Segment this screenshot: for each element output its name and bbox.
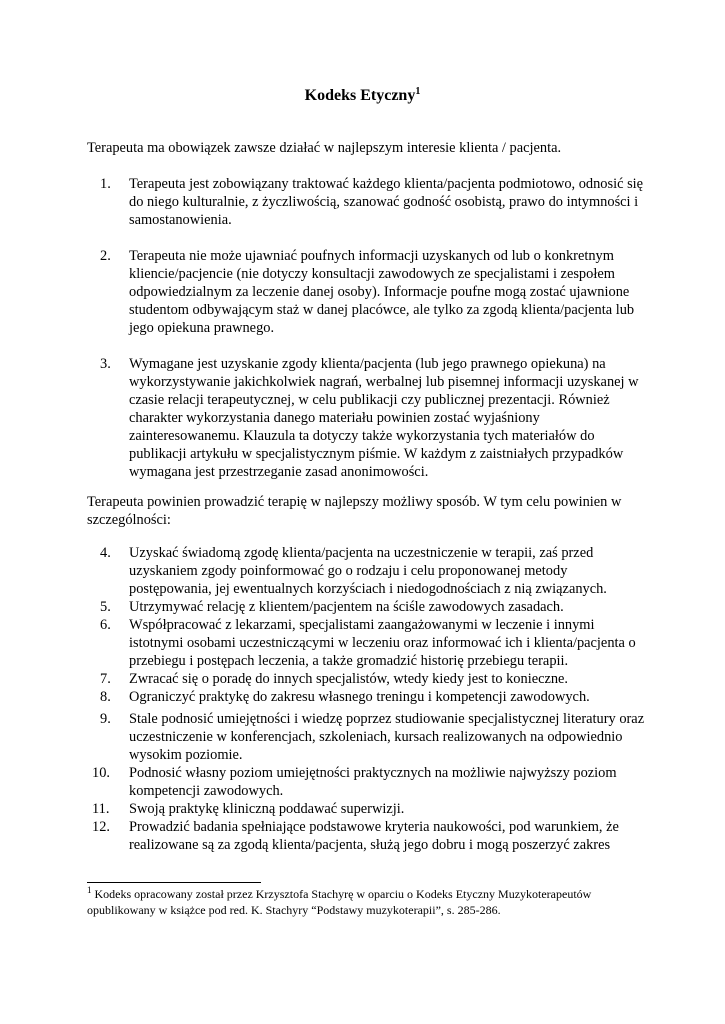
list-item-number: 8. <box>100 689 111 705</box>
list-item-text: Utrzymywać relację z klientem/pacjentem na ściśle zawodowych zasadach. <box>129 599 564 615</box>
title-footnote-mark: 1 <box>415 86 421 97</box>
footnote-divider <box>87 882 261 883</box>
list-item-number: 1. <box>100 176 111 192</box>
list-item-text: Zwracać się o poradę do innych specjalistów, wtedy kiedy jest to konieczne. <box>129 671 569 687</box>
list-item <box>87 764 647 800</box>
list-item-number: 11. <box>92 801 110 817</box>
list-item-number: 10. <box>92 765 110 781</box>
list-item <box>87 175 647 229</box>
ethics-list-2 <box>87 544 647 706</box>
list-item-text: Uzyskać świadomą zgodę klienta/pacjenta na uczestniczenie w terapii, zaś przed uzyskaniem zgody poinformować go o rodzaju i celu proponowanej metody postępowania, jej ewentualnych korzyściach i niedogodnościach z nią związanych. <box>129 545 607 597</box>
list-item-text: Swoją praktykę kliniczną poddawać superwizji. <box>129 801 405 817</box>
list-item-number: 6. <box>100 617 111 633</box>
list-item <box>87 247 647 337</box>
list-item-number: 4. <box>100 545 111 561</box>
list-item <box>87 355 647 481</box>
list-item-text: Ograniczyć praktykę do zakresu własnego treningu i kompetencji zawodowych. <box>129 689 590 705</box>
list-item-number: 3. <box>100 356 111 372</box>
list-item-text: Wymagane jest uzyskanie zgody klienta/pacjenta (lub jego prawnego opiekuna) na wykorzystywanie jakichkolwiek nagrań, werbalnej lub pisemnej informacji uzyskanej w czasie relacji terapeutycznej, w celu publikacji czy publicznej prezentacji. Również charakter wykorzystania danego materiału powinien zostać wyjaśniony zainteresowanemu. Klauzula ta dotyczy także wykorzystania tych materiałów do publikacji artykułu w specjalistycznym piśmie. W każdym z zaistniałych przypadków wymagana jest przestrzeganie zasad anonimowości. <box>129 356 639 480</box>
list-item-text: Współpracować z lekarzami, specjalistami zaangażowanymi w leczenie i innymi istotnymi osobami uczestniczącymi w leczeniu oraz informować ich i klienta/pacjenta o przebiegu i postępach leczenia, a także gromadzić historię przebiegu terapii. <box>129 617 636 669</box>
list-item <box>87 688 647 706</box>
ethics-list-1 <box>87 175 647 481</box>
list-item-text: Podnosić własny poziom umiejętności praktycznych na możliwie najwyższy poziom kompetencji zawodowych. <box>129 765 617 799</box>
list-item-number: 9. <box>100 711 111 727</box>
list-item <box>87 670 647 688</box>
list-item-number: 7. <box>100 671 111 687</box>
title-text: Kodeks Etyczny <box>304 87 416 104</box>
list-item-text: Prowadzić badania spełniające podstawowe kryteria naukowości, pod warunkiem, że realizowane są za zgodą klienta/pacjenta, służą jego dobru i mogą poszerzyć zakres <box>129 819 619 853</box>
footnote-text: Kodeks opracowany został przez Krzysztofa Stachyrę w oparciu o Kodeks Etyczny Muzykoterapeutów opublikowany w książce pod red. K. Stachyry “Podstawy muzykoterapii”, s. 285-286. <box>87 887 592 917</box>
list-item <box>87 544 647 598</box>
ethics-list-3 <box>87 710 647 854</box>
list-item-number: 2. <box>100 248 111 264</box>
intro-paragraph-1: Terapeuta ma obowiązek zawsze działać w najlepszym interesie klienta / pacjenta. <box>87 140 562 156</box>
document-title <box>0 86 725 106</box>
list-item <box>87 598 647 616</box>
footnote <box>87 886 647 918</box>
intro-paragraph-2: Terapeuta powinien prowadzić terapię w najlepszy możliwy sposób. W tym celu powinien w szczególności: <box>87 494 622 528</box>
list-item-number: 5. <box>100 599 111 615</box>
list-item <box>87 800 647 818</box>
list-item-number: 12. <box>92 819 110 835</box>
list-item-text: Stale podnosić umiejętności i wiedzę poprzez studiowanie specjalistycznej literatury oraz uczestniczenie w konferencjach, szkoleniach, kursach realizowanych na odpowiednio wysokim poziomie. <box>129 711 645 763</box>
list-item <box>87 616 647 670</box>
list-item-text: Terapeuta jest zobowiązany traktować każdego klienta/pacjenta podmiotowo, odnosić się do niego kulturalnie, z życzliwością, szanować godność osobistą, prawo do intymności i samostanowienia. <box>129 176 644 228</box>
list-item-text: Terapeuta nie może ujawniać poufnych informacji uzyskanych od lub o konkretnym kliencie/pacjencie (nie dotyczy konsultacji zawodowych ze specjalistami i zespołem odpowiedzialnym za leczenie danej osoby). Informacje poufne mogą zostać ujawnione studentom odbywającym staż w danej placówce, ale tylko za zgodą klienta/pacjenta lub jego opiekuna prawnego. <box>129 248 635 336</box>
footnote-mark: 1 <box>87 885 92 895</box>
list-item <box>87 710 647 764</box>
list-item <box>87 818 647 854</box>
